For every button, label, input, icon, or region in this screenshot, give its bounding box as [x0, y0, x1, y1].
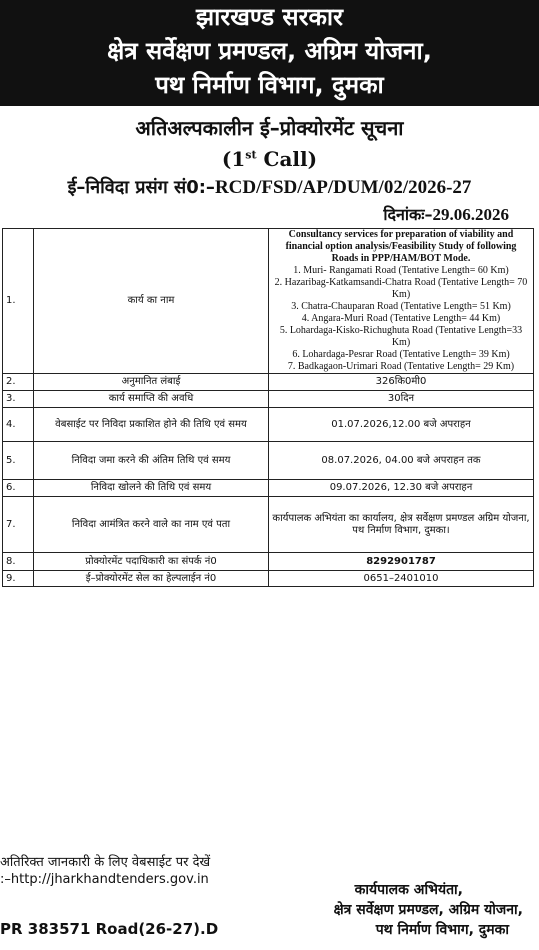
road-item: 4. Angara-Muri Road (Tentative Length= 44 Km) — [301, 313, 501, 324]
call-label — [0, 147, 539, 171]
table-row — [3, 229, 534, 374]
press-release-number: PR 383571 Road(26-27).D — [0, 920, 219, 938]
row-value: 09.07.2026, 12.30 बजे अपराहन — [269, 480, 534, 497]
tender-details-table — [2, 228, 534, 587]
row-number: 4. — [3, 408, 34, 442]
table-row — [3, 408, 534, 442]
table-row — [3, 497, 534, 553]
call-suffix: Call) — [256, 147, 318, 171]
row-value: 0651–2401010 — [269, 571, 534, 587]
row-value: कार्यपालक अभियंता का कार्यालय, क्षेत्र सर्वेक्षण प्रमण्डल अग्रिम योजना, पथ निर्माण विभाग, दुमका। — [269, 497, 534, 553]
row-label: वेबसाईट पर निविदा प्रकाशित होने की तिथि एवं समय — [34, 408, 269, 442]
row-label: निविदा खोलने की तिथि एवं समय — [34, 480, 269, 497]
row-label: अनुमानित लंबाई — [34, 374, 269, 391]
table-row — [3, 391, 534, 408]
tender-ref-label: ई–निविदा प्रसंग सं0:– — [67, 177, 215, 198]
signature-line-2: क्षेत्र सर्वेक्षण प्रमण्डल, अग्रिम योजना, — [333, 902, 523, 918]
date-value: 29.06.2026 — [432, 205, 509, 224]
row-number: 6. — [3, 480, 34, 497]
row-label: कार्य का नाम — [34, 229, 269, 374]
footer-website-link[interactable]: :–http://jharkhandtenders.gov.in — [0, 872, 209, 887]
row-number: 8. — [3, 553, 34, 571]
row-number: 9. — [3, 571, 34, 587]
road-item: 2. Hazaribag-Katkamsandi-Chatra Road (Tentative Length= 70 Km) — [274, 277, 528, 300]
call-prefix: (1 — [221, 147, 246, 171]
row-number: 7. — [3, 497, 34, 553]
row-label: ई–प्रोक्योरमेंट सेल का हेल्पलाईन नं0 — [34, 571, 269, 587]
notice-date — [383, 203, 509, 225]
work-heading: Consultancy services for preparation of viability and financial option analysis/Feasibility Study of following Roads in PPP/HAM/BOT Mode. — [285, 229, 517, 264]
table-row — [3, 480, 534, 497]
row-number: 2. — [3, 374, 34, 391]
signature-line-3: पथ निर्माण विभाग, दुमका — [375, 922, 509, 938]
road-item: 6. Lohardaga-Pesrar Road (Tentative Length= 39 Km) — [292, 349, 510, 360]
row-value: 01.07.2026,12.00 बजे अपराहन — [269, 408, 534, 442]
date-label: दिनांकः– — [383, 205, 433, 224]
row-number: 5. — [3, 442, 34, 480]
road-item: 7. Badkagaon-Urimari Road (Tentative Length= 29 Km) — [287, 361, 515, 372]
table-row — [3, 553, 534, 571]
row-value: 30दिन — [269, 391, 534, 408]
row-value: 8292901787 — [269, 553, 534, 571]
signature-line-1: कार्यपालक अभियंता, — [354, 882, 463, 898]
government-header-banner — [0, 0, 539, 106]
road-item: 1. Muri- Rangamati Road (Tentative Length= 60 Km) — [293, 265, 509, 276]
row-label: निविदा आमंत्रित करने वाले का नाम एवं पता — [34, 497, 269, 553]
row-label: प्रोक्योरमेंट पदाधिकारी का संपर्क नं0 — [34, 553, 269, 571]
table-row — [3, 442, 534, 480]
header-line-2: क्षेत्र सर्वेक्षण प्रमण्डल, अग्रिम योजना, — [107, 37, 432, 65]
road-item: 5. Lohardaga-Kisko-Richughuta Road (Tentative Length=33 Km) — [279, 325, 523, 348]
row-number: 3. — [3, 391, 34, 408]
table-row — [3, 374, 534, 391]
row-number: 1. — [3, 229, 34, 374]
footer-info: अतिरिक्त जानकारी के लिए वेबसाईट पर देखें — [0, 855, 211, 870]
row-label: निविदा जमा करने की अंतिम तिथि एवं समय — [34, 442, 269, 480]
notice-title: अतिअल्पकालीन ई–प्रोक्योरमेंट सूचना — [135, 116, 404, 140]
row-label: कार्य समाप्ति की अवधि — [34, 391, 269, 408]
header-line-1: झारखण्ड सरकार — [196, 3, 343, 31]
tender-ref-value: RCD/FSD/AP/DUM/02/2026-27 — [214, 177, 472, 198]
row-value: 326कि0मी0 — [269, 374, 534, 391]
road-item: 3. Chatra-Chauparan Road (Tentative Length= 51 Km) — [291, 301, 511, 312]
call-superscript: st — [245, 148, 257, 162]
tender-reference — [0, 175, 539, 199]
header-line-3: पथ निर्माण विभाग, दुमका — [155, 71, 384, 99]
row-value: 08.07.2026, 04.00 बजे अपराहन तक — [269, 442, 534, 480]
work-description — [269, 229, 534, 374]
table-row — [3, 571, 534, 587]
